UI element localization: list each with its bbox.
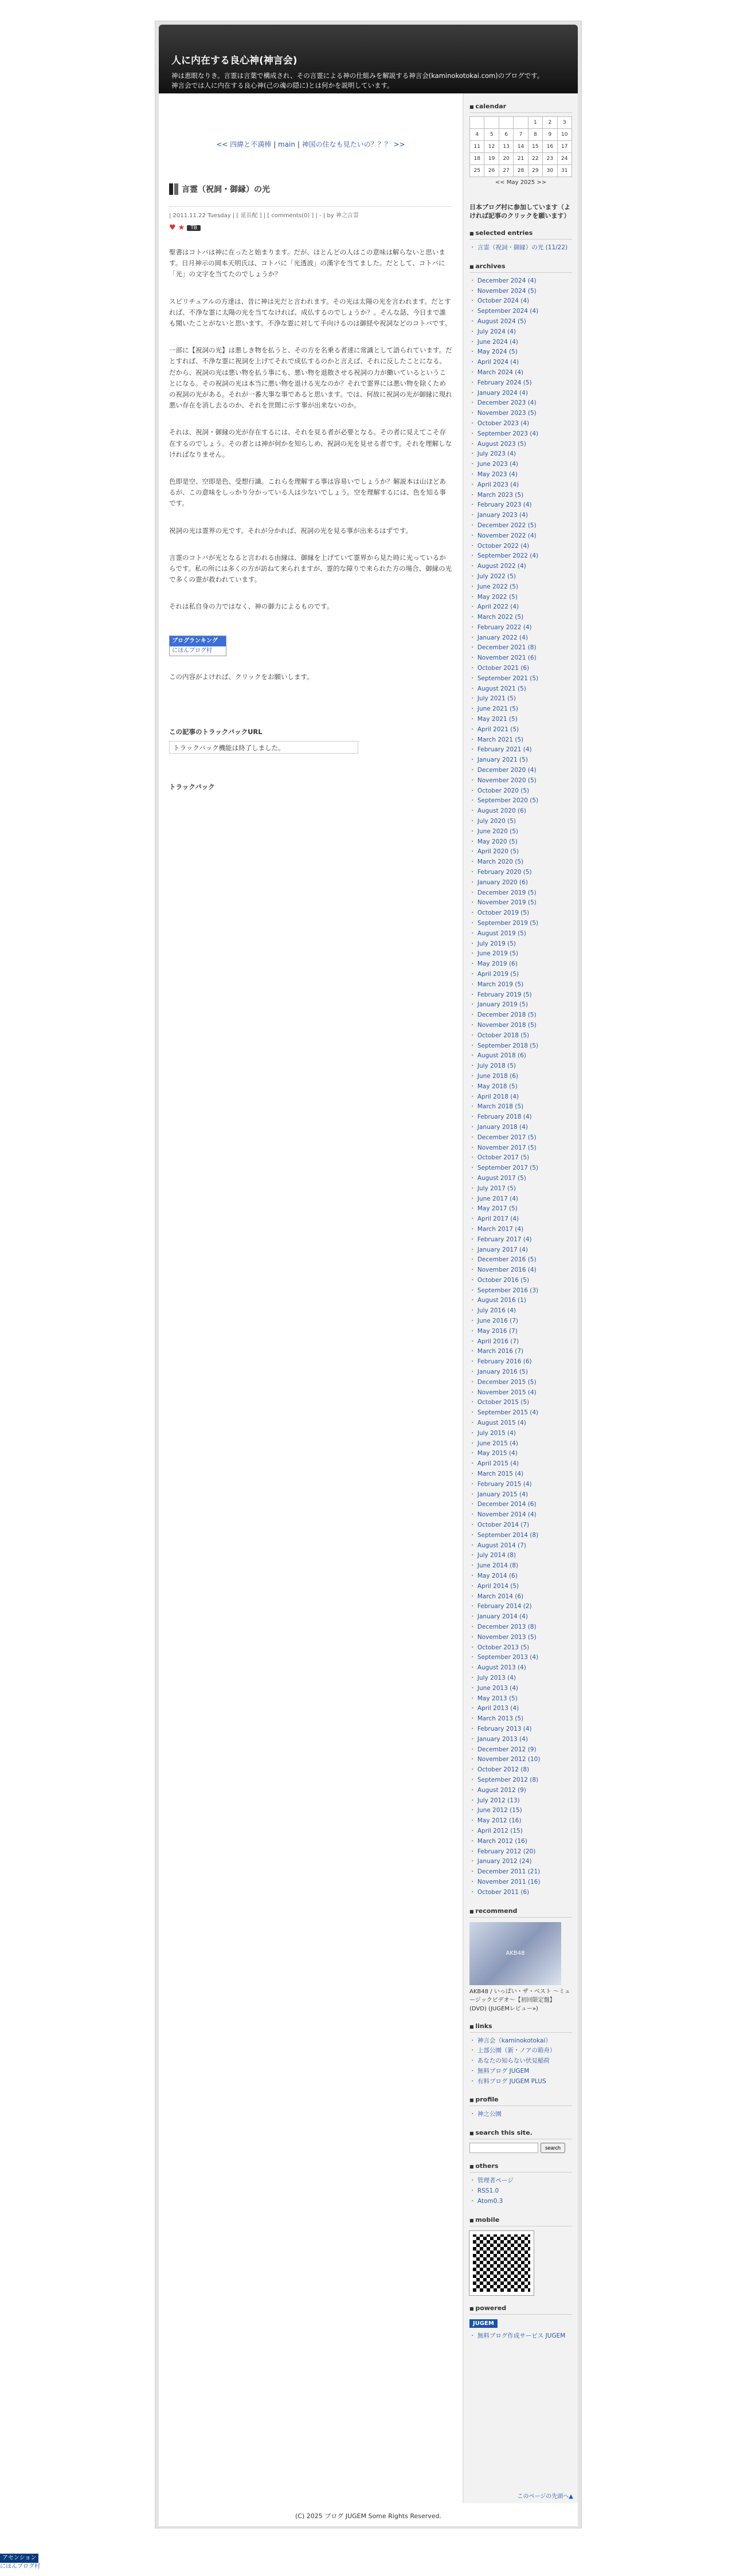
archive-link[interactable]: June 2022 (5) <box>477 583 518 590</box>
entry-title <box>169 183 452 195</box>
archive-link[interactable]: December 2022 (5) <box>477 522 537 529</box>
corner-blog-link[interactable]: にほんブログ村 <box>0 2563 40 2570</box>
calendar-day: 23 <box>543 153 557 165</box>
archive-link[interactable]: January 2022 (4) <box>477 634 528 641</box>
site-description-2: 神言会では人に内在する良心神(己の魂の隠に)とは何かを説明しています。 <box>171 81 394 89</box>
archive-link[interactable]: February 2012 (20) <box>477 1848 536 1855</box>
archive-link[interactable]: August 2017 (5) <box>477 1174 526 1182</box>
archive-link[interactable]: April 2019 (5) <box>477 970 519 978</box>
sidebar <box>464 93 578 2503</box>
ranking-sub-label: にほんブログ村 <box>170 646 226 656</box>
recommend-title: ■ recommend <box>469 1907 572 1918</box>
search-button[interactable]: search <box>541 2143 565 2153</box>
archive-link[interactable]: July 2015 (4) <box>477 1429 516 1437</box>
search-input[interactable] <box>469 2143 538 2153</box>
archive-link[interactable]: November 2018 (5) <box>477 1021 537 1029</box>
archive-link[interactable]: August 2022 (4) <box>477 563 526 570</box>
archives-box <box>469 262 572 1898</box>
archive-link[interactable]: April 2022 (4) <box>477 603 519 611</box>
archive-link[interactable]: December 2023 (4) <box>477 399 537 407</box>
links-box <box>469 2022 572 2087</box>
tb-tag[interactable]: TB <box>187 225 201 231</box>
archive-link[interactable]: December 2024 (4) <box>477 277 537 284</box>
archive-link[interactable]: November 2016 (4) <box>477 1267 537 1274</box>
archive-link[interactable]: April 2012 (15) <box>477 1827 523 1834</box>
others-link[interactable]: 管理者ページ <box>477 2177 514 2185</box>
archive-link[interactable]: September 2022 (4) <box>477 552 539 560</box>
entry-paragraph: それは、祝詞・御縁の光が存在するには、それを見る者が必要となる。その者に見えてこそ存在するのでしょう。その者とは神が何かを知らしめ、祝詞の光を見せる者です。それを理解しなければなりません。 <box>169 428 452 458</box>
archive-link[interactable]: March 2019 (5) <box>477 981 524 988</box>
entry-paragraph: 色即是空、空即是色、受想行識。これらを理解する事は容易いでしょうか？解説本は山ほどあるが、この意味をしっかり分かっている人は少ないでしょう。空を理解するには、色を知る事です。 <box>169 477 446 508</box>
selected-entries-list <box>469 243 572 253</box>
archive-link[interactable]: June 2020 (5) <box>477 828 518 835</box>
recommend-box <box>469 1907 572 2013</box>
archive-link[interactable]: November 2024 (5) <box>477 287 537 295</box>
archive-link[interactable]: February 2021 (4) <box>477 746 532 754</box>
search-title: ■ search this site. <box>469 2129 572 2139</box>
archive-link[interactable]: July 2016 (4) <box>477 1307 516 1315</box>
calendar-day: 27 <box>499 165 513 177</box>
archive-link[interactable]: July 2022 (5) <box>477 573 516 580</box>
jugem-badge[interactable]: JUGEM <box>469 2319 498 2328</box>
profile-link[interactable]: 神之公園 <box>477 2111 502 2118</box>
archive-link[interactable]: June 2014 (8) <box>477 1562 518 1570</box>
archive-link[interactable]: October 2015 (5) <box>477 1399 530 1406</box>
archive-link[interactable]: May 2014 (6) <box>477 1573 518 1579</box>
title-mark-icon <box>169 183 178 195</box>
external-link[interactable]: 上部公園（新・ノアの箱舟） <box>477 2047 556 2054</box>
archive-link[interactable]: March 2023 (5) <box>477 491 524 499</box>
archive-link[interactable]: November 2011 (16) <box>477 1878 541 1885</box>
calendar-day: 29 <box>528 165 542 177</box>
archive-link[interactable]: February 2015 (4) <box>477 1480 532 1488</box>
archive-link[interactable]: October 2014 (7) <box>477 1522 530 1529</box>
trackback-heading: トラックバック <box>169 782 215 791</box>
archive-link[interactable]: January 2012 (24) <box>477 1858 532 1865</box>
archive-link[interactable]: March 2012 (16) <box>477 1837 527 1845</box>
entry-title-text: 言霊（祝詞・御縁）の光 <box>182 185 270 194</box>
archive-link[interactable]: March 2022 (5) <box>477 614 524 621</box>
entry-meta: | 2011.11.22 Tuesday | [ 延長配 ] | [ comments(0) ] | - | by 神之言霊 <box>169 206 452 219</box>
archives-title: ■ archives <box>469 262 572 273</box>
archive-link[interactable]: November 2017 (5) <box>477 1144 537 1151</box>
archive-link[interactable]: December 2016 (5) <box>477 1256 537 1264</box>
powered-box <box>469 2304 572 2342</box>
archive-link[interactable]: October 2024 (4) <box>477 297 530 305</box>
archive-link[interactable]: December 2019 (5) <box>477 889 537 896</box>
trackback-url-field[interactable]: トラックバック機能は終了しました。 <box>169 741 358 754</box>
others-box <box>469 2162 572 2206</box>
archive-link[interactable]: November 2022 (4) <box>477 532 537 539</box>
prev-entry-link[interactable]: << 四緯と不満棒 <box>216 140 272 148</box>
archive-link[interactable]: December 2014 (6) <box>477 1501 537 1508</box>
site-header <box>159 25 578 93</box>
calendar-day: 5 <box>484 129 499 141</box>
qr-code-icon <box>469 2231 534 2295</box>
entry-body <box>169 247 452 613</box>
archive-link[interactable]: October 2022 (4) <box>477 542 530 550</box>
calendar-day: 22 <box>528 153 542 165</box>
profile-title: ■ profile <box>469 2096 572 2106</box>
calendar-day: 2 <box>543 117 557 129</box>
archive-link[interactable]: November 2014 (4) <box>477 1511 537 1519</box>
archive-link[interactable]: September 2012 (8) <box>477 1776 539 1783</box>
archive-link[interactable]: May 2022 (5) <box>477 593 518 601</box>
selected-entry-link[interactable]: 言霊（祝詞・御縁）の光 (11/22) <box>477 244 568 251</box>
powered-title: ■ powered <box>469 2304 572 2315</box>
archive-link[interactable]: August 2023 (5) <box>477 440 526 448</box>
archive-link[interactable]: February 2023 (4) <box>477 501 532 509</box>
calendar-day: 28 <box>514 165 528 177</box>
archive-link[interactable]: December 2011 (21) <box>477 1868 541 1876</box>
external-link[interactable]: 有料ブログ JUGEM PLUS <box>477 2077 546 2085</box>
archive-link[interactable]: March 2024 (4) <box>477 368 524 376</box>
archive-link[interactable]: December 2015 (5) <box>477 1378 537 1386</box>
archive-link[interactable]: March 2015 (4) <box>477 1471 524 1478</box>
archive-link[interactable]: May 2015 (4) <box>477 1450 518 1457</box>
archive-link[interactable]: September 2024 (4) <box>477 308 539 315</box>
calendar-day: 18 <box>470 153 484 165</box>
archive-link[interactable]: January 2018 (4) <box>477 1123 528 1131</box>
calendar-nav[interactable]: << May 2025 >> <box>495 179 547 186</box>
archive-link[interactable]: October 2016 (5) <box>477 1276 530 1284</box>
archive-link[interactable]: September 2018 (5) <box>477 1042 539 1049</box>
archive-link[interactable]: March 2014 (6) <box>477 1593 524 1600</box>
archive-link[interactable]: January 2021 (5) <box>477 756 528 764</box>
entry-paragraph: それは私自身の力ではなく、神の御力によるものです。 <box>169 602 334 611</box>
selected-entries-title: ■ selected entries <box>469 229 572 240</box>
archive-link[interactable]: February 2016 (6) <box>477 1358 532 1366</box>
archive-link[interactable]: January 2017 (4) <box>477 1246 528 1253</box>
archive-link[interactable]: January 2023 (4) <box>477 512 528 519</box>
archive-link[interactable]: August 2016 (1) <box>477 1297 526 1304</box>
archive-link[interactable]: July 2013 (4) <box>477 1674 516 1681</box>
selected-entries-box <box>469 229 572 253</box>
archive-link[interactable]: February 2019 (5) <box>477 991 532 998</box>
archive-link[interactable]: April 2023 (4) <box>477 481 519 488</box>
archive-link[interactable]: September 2021 (5) <box>477 675 539 682</box>
calendar-day: 1 <box>528 117 542 129</box>
archive-link[interactable]: February 2017 (4) <box>477 1236 532 1243</box>
archive-link[interactable]: January 2020 (6) <box>477 879 528 886</box>
corner-ad-label: アセンション <box>0 2554 38 2563</box>
calendar-day: 14 <box>514 141 528 153</box>
entry-paragraph: 祝詞の光は霊界の光です。それが分かれば、祝詞の光を見る事が出来るはずです。 <box>169 526 413 535</box>
calendar-day <box>484 117 499 129</box>
archive-link[interactable]: September 2015 (4) <box>477 1409 539 1417</box>
archive-link[interactable]: May 2018 (5) <box>477 1083 518 1090</box>
external-link[interactable]: 無料ブログ JUGEM <box>477 2067 530 2075</box>
archive-link[interactable]: September 2016 (3) <box>477 1287 539 1294</box>
archive-link[interactable]: April 2020 (5) <box>477 848 519 856</box>
archive-link[interactable]: June 2018 (6) <box>477 1072 518 1080</box>
archive-link[interactable]: August 2012 (9) <box>477 1786 526 1794</box>
mobile-title: ■ mobile <box>469 2216 572 2226</box>
ranking-label: ブログランキング <box>170 636 226 646</box>
others-list <box>469 2176 572 2206</box>
entry-paragraph: 一部に【祝詞の光】は悪しき物を払うと、その方を名乗る者達に常識として語られています。だとすれば、不浄な霊に祝詞を上げてそれで成仏するのかと言えば、それに反したことになる。だから、祝詞の光は悪い物を払う事にも、悪い物を退散させる祝詞の力が働いているということになる。その祝詞の光は本当に悪い物を退ける光なのか？それで霊界には悪い物を除くための祝詞の光がある。それが一番大事な事であると思います。では、何故に祝詞の光が御縁に現れ悪い存在を消し去るのか、それを世間に示す事が出来ないのか。 <box>169 346 452 410</box>
others-title: ■ others <box>469 2162 572 2173</box>
archive-link[interactable]: March 2016 (7) <box>477 1348 524 1355</box>
links-list <box>469 2036 572 2087</box>
page-top-link[interactable]: このページの先頭へ▲ <box>517 2493 573 2500</box>
page-wrapper <box>155 21 582 2528</box>
archive-link[interactable]: April 2017 (4) <box>477 1216 519 1223</box>
calendar-title: ■ calendar <box>469 103 572 113</box>
calendar-day: 12 <box>484 141 499 153</box>
archive-link[interactable]: April 2024 (4) <box>477 359 519 366</box>
archive-link[interactable]: March 2020 (5) <box>477 858 524 866</box>
archive-link[interactable]: October 2011 (6) <box>477 1888 530 1896</box>
calendar-day: 8 <box>528 129 542 141</box>
archive-link[interactable]: July 2014 (8) <box>477 1552 516 1559</box>
calendar-day: 25 <box>470 165 484 177</box>
site-description: 神は恵眼なりき。言霊は言葉で構成され、その言霊による神の仕組みを解説する神言会(kaminokotokai.com)のブログです。 <box>171 72 544 80</box>
archive-link[interactable]: December 2012 (9) <box>477 1746 537 1753</box>
archive-link[interactable]: October 2023 (4) <box>477 419 530 427</box>
archive-link[interactable]: May 2021 (5) <box>477 716 518 723</box>
heart-icon[interactable]: ♥ <box>169 224 176 232</box>
calendar-day: 9 <box>543 129 557 141</box>
calendar-day: 24 <box>557 153 571 165</box>
archive-link[interactable]: May 2016 (7) <box>477 1327 518 1335</box>
external-link[interactable]: あなたの知らない伏見稲荷 <box>477 2057 550 2065</box>
archive-link[interactable]: March 2017 (4) <box>477 1225 524 1233</box>
archive-link[interactable]: May 2024 (5) <box>477 348 518 356</box>
archive-link[interactable]: March 2021 (5) <box>477 736 524 743</box>
archive-link[interactable]: July 2021 (5) <box>477 695 516 703</box>
calendar-day: 17 <box>557 141 571 153</box>
archive-link[interactable]: January 2024 (4) <box>477 389 528 397</box>
archive-link[interactable]: February 2018 (4) <box>477 1113 532 1121</box>
entry-paragraph: スピリチュアルの方達は、昔に神は光だと言われます。その光は太陽の光を言われます。だとすれば、不浄な霊に太陽の光を当てなければ、成仏するのでしょうか？。そんな話、今日まで誰も聞いたことがないと思います。不浄な霊に対して手向けるのは御経や祝詞などのコトバです。 <box>169 297 452 328</box>
archive-link[interactable]: February 2020 (5) <box>477 869 532 876</box>
recommend-image[interactable]: AKB48 <box>469 1922 561 1985</box>
archive-link[interactable]: June 2016 (7) <box>477 1318 518 1325</box>
archive-link[interactable]: July 2023 (4) <box>477 450 516 458</box>
others-link[interactable]: Atom0.3 <box>477 2197 503 2205</box>
calendar-day: 11 <box>470 141 484 153</box>
entry-paragraph: 言霊のコトバが光となると言われる由縁は、御縁を上げていて霊界から見た時に光っているからです。私の所には多くの方が訪ねて来られますが、霊的な障りで来られた方の場合、御縁の光で多くの霊が救われています。 <box>169 553 452 584</box>
site-title[interactable]: 人に内在する良心神(神言会) <box>171 55 297 66</box>
archive-link[interactable]: June 2017 (4) <box>477 1195 518 1202</box>
archive-link[interactable]: May 2020 (5) <box>477 838 518 845</box>
archive-link[interactable]: May 2019 (6) <box>477 960 518 968</box>
archive-link[interactable]: March 2018 (5) <box>477 1103 524 1111</box>
archive-link[interactable]: June 2021 (5) <box>477 705 518 713</box>
archive-link[interactable]: August 2013 (4) <box>477 1664 526 1672</box>
archive-link[interactable]: December 2017 (5) <box>477 1134 537 1141</box>
star-icon[interactable]: ★ <box>178 224 185 232</box>
entry-reactions <box>169 224 452 232</box>
archive-link[interactable]: October 2021 (6) <box>477 665 530 672</box>
archive-link[interactable]: August 2015 (4) <box>477 1420 526 1427</box>
archive-link[interactable]: September 2014 (8) <box>477 1531 539 1539</box>
entry-navigation: << 四緯と不満棒 | main | 神国の住なも見たいの？？？ >> <box>216 140 405 148</box>
archive-link[interactable]: June 2019 (5) <box>477 950 518 958</box>
archive-link[interactable]: January 2013 (4) <box>477 1735 528 1743</box>
archive-link[interactable]: June 2013 (4) <box>477 1684 518 1692</box>
archive-link[interactable]: February 2022 (4) <box>477 624 532 631</box>
external-link[interactable]: 神言会（kaminokotokai） <box>477 2037 551 2044</box>
calendar-box <box>469 103 572 186</box>
calendar-day: 20 <box>499 153 513 165</box>
archive-link[interactable]: November 2015 (4) <box>477 1389 537 1396</box>
calendar-day: 4 <box>470 129 484 141</box>
others-link[interactable]: RSS1.0 <box>477 2187 499 2195</box>
next-entry-link[interactable]: 神国の住なも見たいの？？？ >> <box>302 140 405 148</box>
archive-link[interactable]: September 2019 (5) <box>477 920 539 927</box>
archive-link[interactable]: September 2013 (4) <box>477 1654 539 1661</box>
archive-link[interactable]: August 2021 (5) <box>477 685 526 692</box>
calendar-day: 31 <box>557 165 571 177</box>
calendar-day: 3 <box>557 117 571 129</box>
archive-link[interactable]: August 2018 (6) <box>477 1052 526 1060</box>
archive-link[interactable]: March 2013 (5) <box>477 1715 524 1723</box>
archive-link[interactable]: April 2013 (4) <box>477 1705 519 1712</box>
archive-link[interactable]: December 2020 (4) <box>477 767 537 774</box>
calendar-day: 26 <box>484 165 499 177</box>
vote-request: この内容がよければ、クリックをお願いします。 <box>169 672 314 681</box>
archive-link[interactable]: November 2023 (5) <box>477 410 537 417</box>
archive-link[interactable]: September 2023 (4) <box>477 430 539 437</box>
calendar-day: 10 <box>557 129 571 141</box>
entry-paragraph: 聖書はコトバは神に在ったと始まります。だが、ほとんどの人はこの意味は解らないと思います。日月神示の岡本天明氏は、コトバに「光透波」の漢字を当てました。だとして、コトバに「光」の文字を当てたのでしょうか？ <box>169 248 445 279</box>
archive-link[interactable]: August 2019 (5) <box>477 930 526 937</box>
recommend-caption[interactable]: AKB48 / いっぱい・ザ・ベスト ～ミュージックビデオ～【初回限定盤】(DVD) (JUGEMレビュー») <box>469 1988 570 2012</box>
links-title: ■ links <box>469 2022 572 2033</box>
archive-link[interactable]: January 2019 (5) <box>477 1001 528 1009</box>
archive-link[interactable]: November 2012 (10) <box>477 1756 541 1763</box>
archive-link[interactable]: December 2021 (8) <box>477 644 537 652</box>
calendar-day: 30 <box>543 165 557 177</box>
main-column <box>159 93 463 2503</box>
archive-link[interactable]: January 2014 (4) <box>477 1613 528 1621</box>
archive-link[interactable]: April 2015 (4) <box>477 1460 519 1468</box>
archive-link[interactable]: April 2014 (5) <box>477 1582 519 1590</box>
archive-link[interactable]: February 2013 (4) <box>477 1725 532 1732</box>
archive-link[interactable]: October 2013 (5) <box>477 1644 530 1651</box>
archive-link[interactable]: May 2013 (5) <box>477 1695 518 1702</box>
calendar-day: 13 <box>499 141 513 153</box>
archive-link[interactable]: July 2018 (5) <box>477 1062 516 1070</box>
archive-link[interactable]: November 2013 (5) <box>477 1633 537 1641</box>
calendar-day <box>514 117 528 129</box>
archive-link[interactable]: April 2021 (5) <box>477 726 519 733</box>
archive-link[interactable]: September 2020 (5) <box>477 797 539 805</box>
archives-list <box>469 276 572 1898</box>
archive-link[interactable]: July 2024 (4) <box>477 328 516 335</box>
promo-text: 日本ブログ村に参加しています（よければ記事のクリックを願います） <box>469 203 570 219</box>
archive-link[interactable]: July 2020 (5) <box>477 818 516 825</box>
archive-link[interactable]: June 2024 (4) <box>477 338 518 346</box>
archive-link[interactable]: November 2019 (5) <box>477 899 537 907</box>
archive-link[interactable]: May 2023 (4) <box>477 470 518 478</box>
archive-link[interactable]: August 2020 (6) <box>477 807 526 815</box>
archive-link[interactable]: July 2012 (13) <box>477 1797 520 1804</box>
trackback-url-heading: この記事のトラックバックURL <box>169 727 263 736</box>
archive-link[interactable]: August 2024 (5) <box>477 317 526 325</box>
archive-link[interactable]: May 2012 (16) <box>477 1817 522 1825</box>
archive-link[interactable]: January 2016 (5) <box>477 1369 528 1376</box>
archive-link[interactable]: February 2014 (2) <box>477 1603 532 1610</box>
archive-link[interactable]: June 2012 (15) <box>477 1807 522 1814</box>
archive-link[interactable]: May 2017 (5) <box>477 1205 518 1213</box>
calendar-day: 21 <box>514 153 528 165</box>
archive-link[interactable]: June 2015 (4) <box>477 1440 518 1447</box>
archive-link[interactable]: December 2018 (5) <box>477 1011 537 1019</box>
archive-link[interactable]: July 2019 (5) <box>477 940 516 947</box>
calendar-day: 19 <box>484 153 499 165</box>
profile-box <box>469 2096 572 2120</box>
calendar-day: 16 <box>543 141 557 153</box>
archive-link[interactable]: July 2017 (5) <box>477 1185 516 1192</box>
footer: (C) 2025 ブログ JUGEM Some Rights Reserved. <box>159 2503 578 2526</box>
search-box <box>469 2129 572 2153</box>
archive-link[interactable]: September 2017 (5) <box>477 1165 539 1172</box>
calendar-day: 15 <box>528 141 542 153</box>
archive-link[interactable]: November 2021 (6) <box>477 654 537 662</box>
archive-link[interactable]: December 2013 (8) <box>477 1623 537 1630</box>
powered-link[interactable]: 無料ブログ作成サービス JUGEM <box>477 2332 566 2339</box>
mobile-box <box>469 2216 572 2295</box>
archive-link[interactable]: February 2024 (5) <box>477 379 532 386</box>
calendar-day: 6 <box>499 129 513 141</box>
archive-link[interactable]: October 2018 (5) <box>477 1032 530 1039</box>
main-link[interactable]: main <box>278 140 295 148</box>
archive-link[interactable]: January 2015 (4) <box>477 1491 528 1498</box>
archive-link[interactable]: August 2014 (7) <box>477 1542 526 1549</box>
corner-badge[interactable] <box>0 2554 40 2571</box>
archive-link[interactable]: October 2017 (5) <box>477 1154 530 1162</box>
calendar-day <box>470 117 484 129</box>
archive-link[interactable]: October 2019 (5) <box>477 909 530 917</box>
calendar-day: 7 <box>514 129 528 141</box>
archive-link[interactable]: April 2016 (7) <box>477 1338 519 1345</box>
archive-link[interactable]: October 2012 (8) <box>477 1766 530 1774</box>
blog-ranking-button[interactable] <box>169 636 226 656</box>
calendar-day <box>499 117 513 129</box>
archive-link[interactable]: November 2020 (5) <box>477 777 537 784</box>
archive-link[interactable]: April 2018 (4) <box>477 1093 519 1100</box>
archive-link[interactable]: October 2020 (5) <box>477 787 530 794</box>
archive-link[interactable]: June 2023 (4) <box>477 461 518 468</box>
calendar-table <box>469 116 572 177</box>
